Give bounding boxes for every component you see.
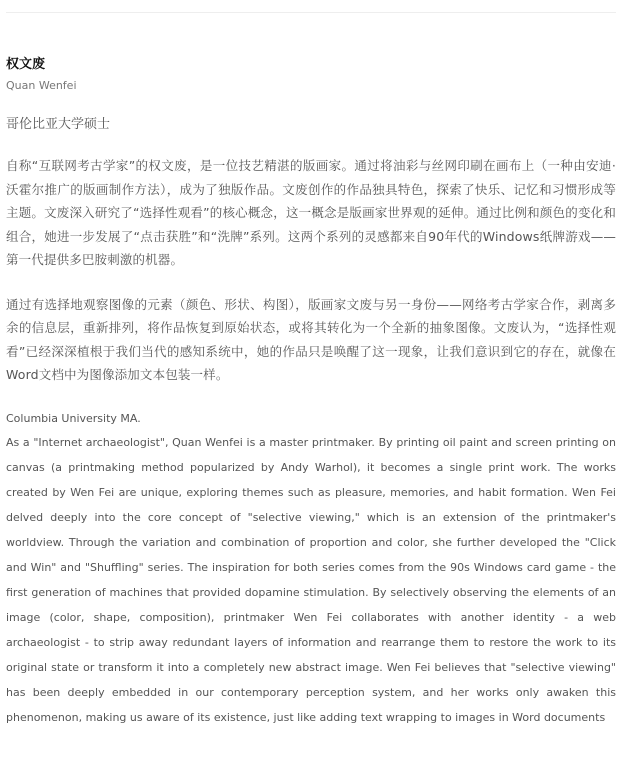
bio-paragraph-chinese-1: 自称“互联网考古学家”的权文废，是一位技艺精湛的版画家。通过将油彩与丝网印刷在画布上（一种由安迪·沃霍尔推广的版画制作方法），成为了独版作品。文废创作的作品独具特色，探索了快乐、记忆和习惯形成等主题。文废深入研究了“选择性观看”的核心概念，这一概念是版画家世界观的延伸。通过比例和颜色的变化和组合，她进一步发展了“点击获胜”和“洗牌”系列。这两个系列的灵感都来自90年代的Windows纸牌游戏——第一代提供多巴胺刺激的机器。 [6,158,616,267]
degree-chinese: 哥伦比亚大学硕士 [6,117,111,132]
artist-bio [6,56,616,730]
artist-name-chinese: 权文废 [6,57,46,72]
bio-paragraph-english: As a "Internet archaeologist", Quan Wenfei is a master printmaker. By printing oil paint and screen printing on canvas (a printmaking method popularized by Andy Warhol), it becomes a single print work. The works created by Wen Fei are unique, exploring themes such as pleasure, memories, and habit formation. Wen Fei delved deeply into the core concept of "selective viewing," which is an extension of the printmaker's worldview. Through the variation and combination of proportion and color, she further developed the "Click and Win" and "Shuffling" series. The inspiration for both series comes from the 90s Windows card game - the first generation of machines that provided dopamine stimulation. By selectively observing the elements of an image (color, shape, composition), printmaker Wen Fei collaborates with another identity - a web archaeologist - to strip away redundant layers of information and rearrange them to restore the work to its original state or transform it into a completely new abstract image. Wen Fei believes that "selective viewing" has been deeply embedded in our contemporary perception system, and her works only awaken this phenomenon, making us aware of its existence, just like adding text wrapping to images in Word documents [6,435,616,724]
top-divider [6,12,616,13]
artist-name-english: Quan Wenfei [6,79,77,92]
bio-paragraph-chinese-2: 通过有选择地观察图像的元素（颜色、形状、构图），版画家文废与另一身份——网络考古学家合作，剥离多余的信息层，重新排列，将作品恢复到原始状态，或将其转化为一个全新的抽象图像。文废认为，“选择性观看”已经深深植根于我们当代的感知系统中，她的作品只是唤醒了这一现象，让我们意识到它的存在，就像在Word文档中为图像添加文本包装一样。 [6,296,616,382]
degree-english: Columbia University MA. [6,411,141,425]
